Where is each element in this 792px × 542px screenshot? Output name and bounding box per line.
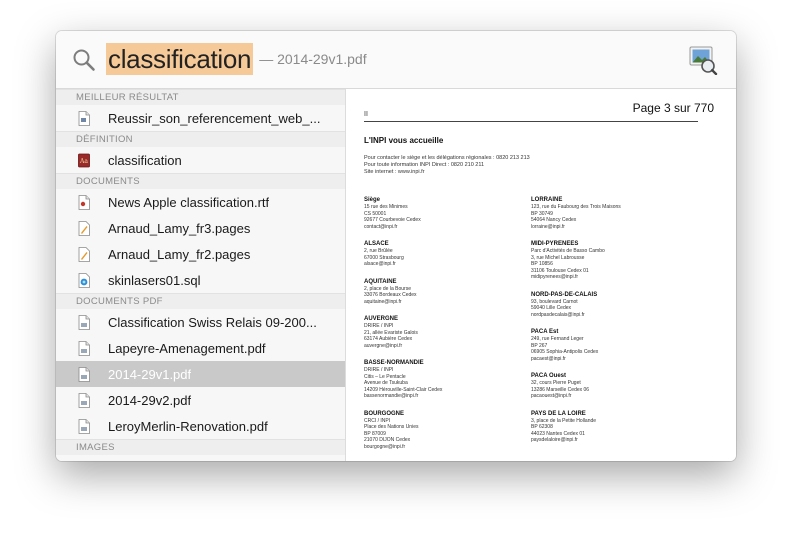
doc-intro-line: Pour toute information INPI Direct : 0820 210 211	[364, 162, 485, 168]
result-label: Classification Swiss Relais 09-200...	[108, 314, 317, 330]
address-line: midipyrenees@inpi.fr	[531, 274, 579, 280]
pages-document-icon	[78, 221, 90, 236]
address-line: 249, rue Fernand Leger	[531, 336, 584, 342]
pdf-document-icon	[78, 367, 90, 382]
address-line: aquitaine@inpi.fr	[364, 298, 402, 305]
address-line: CS 50001	[364, 210, 387, 217]
rtf-document-icon	[78, 195, 90, 210]
search-bar[interactable]	[56, 31, 736, 89]
page-header-rule	[364, 113, 698, 122]
doc-intro	[364, 155, 698, 176]
spotlight-window	[56, 31, 736, 461]
address-block-title: AUVERGNE	[364, 316, 399, 322]
result-label: skinlasers01.sql	[108, 272, 201, 288]
address-line: 59040 Lille Cedex	[531, 305, 572, 311]
address-line: 06905 Sophia-Antipolis Cedex	[531, 349, 599, 355]
search-icon	[72, 48, 96, 72]
address-block-title: LORRAINE	[531, 197, 563, 203]
address-block	[531, 372, 698, 400]
address-line: BP 30749	[531, 210, 553, 217]
address-line: 54064 Nancy Cedex	[531, 217, 577, 223]
address-line: 3, rue Michel Labrousse	[531, 254, 585, 261]
pdf-document-icon	[78, 315, 90, 330]
address-line: 13286 Marseille Cedex 06	[531, 386, 590, 393]
address-line: pacaest@inpi.fr	[531, 355, 566, 362]
section-header-definition: DÉFINITION	[56, 131, 345, 147]
address-line: 63174 Aubière Cedex	[364, 336, 413, 342]
address-line: BP 267	[531, 342, 548, 349]
result-label: 2014-29v1.pdf	[108, 366, 192, 382]
result-label: 2014-29v2.pdf	[108, 392, 192, 408]
result-item-definition-classification[interactable]	[56, 147, 345, 173]
address-line: 33076 Bordeaux Cedex	[364, 292, 417, 298]
address-line: 2, place de la Bourse	[364, 285, 411, 292]
address-line: nordpasdecalais@inpi.fr	[531, 311, 585, 318]
section-header-documents: DOCUMENTS	[56, 173, 345, 189]
address-line: 21070 DIJON Cedex	[364, 437, 411, 443]
pdf-document-icon	[78, 393, 90, 408]
page-indicator: Page 3 sur 770	[632, 101, 714, 115]
result-item-news-apple-rtf[interactable]	[56, 189, 345, 215]
result-item-arnaud-lamy-fr3[interactable]	[56, 215, 345, 241]
address-line: lorraine@inpi.fr	[531, 223, 565, 230]
sql-file-icon	[78, 273, 90, 288]
result-item-2014-29v2[interactable]	[56, 387, 345, 413]
address-line: bourgogne@inpi.fr	[364, 443, 406, 450]
doc-column-left	[364, 196, 531, 460]
section-header-best-result: MEILLEUR RÉSULTAT	[56, 89, 345, 105]
address-block-title: PACA Ouest	[531, 373, 567, 379]
pdf-page	[364, 113, 698, 460]
dictionary-icon	[78, 153, 90, 168]
address-line: 31106 Toulouse Cedex 01	[531, 267, 589, 274]
address-block	[364, 196, 531, 230]
address-block	[531, 291, 698, 319]
doc-title: L'INPI vous accueille	[364, 136, 444, 145]
address-block	[531, 410, 698, 444]
section-header-pdf-documents: DOCUMENTS PDF	[56, 293, 345, 309]
address-line: contact@inpi.fr	[364, 223, 398, 230]
address-block	[531, 240, 698, 281]
address-line: BP 87009	[364, 430, 386, 437]
address-line: BP 62308	[531, 424, 553, 430]
results-list[interactable]	[56, 89, 346, 461]
address-block-title: BASSE-NORMANDIE	[364, 360, 424, 366]
address-line: pacaouest@inpi.fr	[531, 393, 572, 399]
address-line: 2, rue Brûlée	[364, 248, 393, 254]
result-item-lapeyre-amenagement[interactable]	[56, 335, 345, 361]
address-block-title: BOURGOGNE	[364, 410, 405, 417]
address-block-title: AQUITAINE	[364, 278, 397, 285]
result-label: Reussir_son_referencement_web_...	[108, 110, 321, 126]
result-item-skinlasers-sql[interactable]	[56, 267, 345, 293]
address-block-title: PAYS DE LA LOIRE	[531, 410, 586, 417]
search-query[interactable]: classification	[108, 44, 252, 74]
preview-pane[interactable]	[346, 89, 736, 461]
address-block-title: PACA Est	[531, 329, 559, 335]
address-block	[364, 359, 531, 400]
result-label: Arnaud_Lamy_fr2.pages	[108, 246, 251, 262]
svg-text:Aa: Aa	[80, 157, 88, 165]
address-line: alsace@inpi.fr	[364, 261, 396, 267]
address-block-title: NORD-PAS-DE-CALAIS	[531, 291, 598, 298]
address-line: 93, boulevard Carnot	[531, 298, 578, 305]
text-document-icon	[78, 111, 90, 126]
address-line: Parc d'Activités de Basso Cambo	[531, 248, 605, 254]
address-line: 32, cours Pierre Puget	[531, 380, 581, 386]
result-item-leroymerlin-renovation[interactable]	[56, 413, 345, 439]
result-label: LeroyMerlin-Renovation.pdf	[108, 418, 268, 434]
address-block	[364, 240, 531, 268]
address-line: DRIRE / INPI	[364, 323, 394, 329]
result-label: Arnaud_Lamy_fr3.pages	[108, 220, 251, 236]
address-line: DRIRE / INPI	[364, 367, 394, 373]
address-line: 44023 Nantes Cedex 01	[531, 430, 585, 437]
pdf-document-icon	[78, 419, 90, 434]
address-line: BP 10856	[531, 261, 553, 267]
address-line: auvergne@inpi.fr	[364, 342, 403, 349]
result-item-arnaud-lamy-fr2[interactable]	[56, 241, 345, 267]
result-item-2014-29v1-selected[interactable]	[56, 361, 345, 387]
preview-app-icon[interactable]	[686, 45, 718, 75]
result-item-reussir-referencement[interactable]	[56, 105, 345, 131]
pdf-document-icon	[78, 341, 90, 356]
address-line: 21, allée Evariste Galois	[364, 329, 418, 336]
address-block	[531, 328, 698, 362]
result-label: classification	[108, 152, 182, 168]
doc-columns	[364, 196, 698, 460]
result-item-classification-swiss-relais[interactable]	[56, 309, 345, 335]
address-block-title: ALSACE	[364, 241, 389, 247]
address-line: 92677 Courbevoie Cedex	[364, 217, 421, 223]
result-label: Lapeyre-Amenagement.pdf	[108, 340, 266, 356]
doc-intro-line: Site internet : www.inpi.fr	[364, 169, 425, 175]
address-line: Place des Nations Unies	[364, 424, 419, 430]
address-block-title: MIDI-PYRENEES	[531, 241, 579, 247]
search-field[interactable]	[106, 43, 367, 75]
address-block-title: Siège	[364, 197, 381, 203]
address-line: paysdelaloire@inpi.fr	[531, 437, 578, 443]
page-header-mark: II	[364, 111, 368, 118]
doc-intro-line: Pour contacter le siège et les délégations régionales : 0820 213 213	[364, 155, 530, 161]
search-completion-hint: — 2014-29v1.pdf	[259, 51, 367, 67]
address-line: 15 rue des Minimes	[364, 204, 408, 210]
address-line: 67000 Strasbourg	[364, 254, 404, 261]
address-block	[364, 410, 531, 451]
section-header-images: IMAGES	[56, 439, 345, 455]
address-line: 14209 Hérouville-Saint-Clair Cedex	[364, 386, 443, 393]
result-label: News Apple classification.rtf	[108, 194, 270, 210]
address-line: Citis – Le Pentacle	[364, 373, 406, 380]
address-line: CRCI / INPI	[364, 417, 391, 424]
address-line: 3, place de la Petite Hollande	[531, 417, 597, 424]
pages-document-icon	[78, 247, 90, 262]
address-line: Avenue de Tsukuba	[364, 380, 408, 386]
doc-column-right	[531, 196, 698, 460]
address-block	[364, 278, 531, 306]
address-block	[364, 315, 531, 349]
address-line: 123, rue du Faubourg des Trois Maisons	[531, 204, 621, 210]
address-line: bassenormandie@inpi.fr	[364, 393, 419, 399]
address-block	[531, 196, 698, 230]
